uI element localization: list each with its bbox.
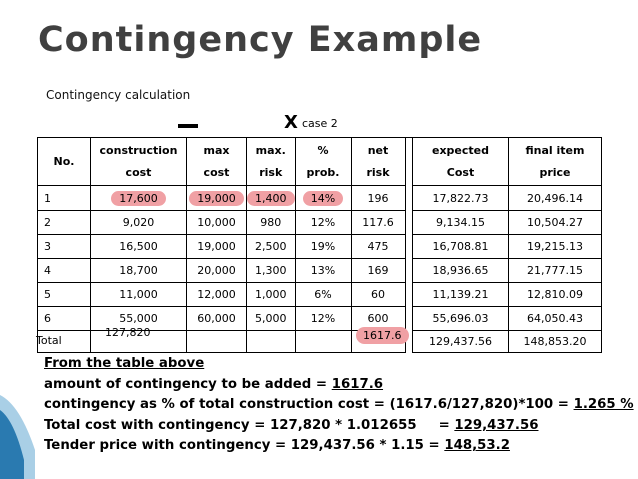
- table-cell: 19,000: [187, 186, 247, 211]
- table-row: [413, 186, 602, 211]
- total-net-risk: 1617.6: [356, 327, 409, 344]
- table-cell: 21,777.15: [509, 259, 602, 283]
- calculation-notes: [44, 354, 634, 457]
- table-cell: 14%: [295, 186, 351, 211]
- table-cell: 6%: [295, 283, 351, 307]
- table-cell: 19,000: [187, 235, 247, 259]
- table-row: [38, 186, 406, 211]
- table-cell: 10,000: [187, 211, 247, 235]
- table-cell: 11,000: [91, 283, 187, 307]
- table-cell: 5: [38, 283, 91, 307]
- table-cell: [187, 331, 247, 353]
- total-construction-cost: 127,820: [105, 326, 151, 339]
- header-construction-cost: construction cost: [91, 138, 187, 186]
- table-cell: 5,000: [247, 307, 296, 331]
- table-row: [413, 331, 602, 353]
- table-cell: 9,134.15: [413, 211, 509, 235]
- table-cell: 148,853.20: [509, 331, 602, 353]
- total-label: Total: [36, 334, 62, 347]
- dash-mark: [178, 124, 198, 128]
- table-header-row: [413, 138, 602, 186]
- table-row: [38, 259, 406, 283]
- table-cell: 2,500: [247, 235, 296, 259]
- total-row: [38, 331, 406, 353]
- table-cell: 17,600: [91, 186, 187, 211]
- note-line-3: contingency as % of total construction cost = (1617.6/127,820)*100 = 1.265 %: [44, 397, 634, 413]
- table-header-row: [38, 138, 406, 186]
- table-cell: 12,000: [187, 283, 247, 307]
- table-row: [413, 235, 602, 259]
- table-cell: 18,700: [91, 259, 187, 283]
- table-cell: 6: [38, 307, 91, 331]
- table-cell: 3: [38, 235, 91, 259]
- table-row: [413, 211, 602, 235]
- table-cell: 12%: [295, 211, 351, 235]
- table-cell: [295, 331, 351, 353]
- table-cell: 19,215.13: [509, 235, 602, 259]
- table-cell: 16,708.81: [413, 235, 509, 259]
- price-table: [412, 137, 602, 353]
- note-line-4: Total cost with contingency = 127,820 * 1.012655 = 129,437.56: [44, 417, 539, 433]
- table-cell: 196: [351, 186, 405, 211]
- header-no: No.: [38, 138, 91, 186]
- table-cell: 60,000: [187, 307, 247, 331]
- table-cell: 55,696.03: [413, 307, 509, 331]
- note-line-2: amount of contingency to be added = 1617.6: [44, 376, 384, 392]
- table-cell: 12,810.09: [509, 283, 602, 307]
- table-cell: 1,400: [247, 186, 296, 211]
- table-cell: 129,437.56: [413, 331, 509, 353]
- table-cell: 12%: [295, 307, 351, 331]
- table-cell: 16,500: [91, 235, 187, 259]
- table-row: [413, 259, 602, 283]
- table-cell: [247, 331, 296, 353]
- table-cell: 19%: [295, 235, 351, 259]
- table-cell: 13%: [295, 259, 351, 283]
- table-row: [38, 283, 406, 307]
- table-cell: 17,822.73: [413, 186, 509, 211]
- cost-table: [37, 137, 406, 353]
- table-cell: 4: [38, 259, 91, 283]
- table-cell: 600: [351, 307, 405, 331]
- header-max-risk: max. risk: [247, 138, 296, 186]
- case-label: case 2: [302, 117, 338, 130]
- table-cell: 18,936.65: [413, 259, 509, 283]
- header-final-item-price: final item price: [509, 138, 602, 186]
- table-cell: 55,000: [91, 307, 187, 331]
- table-row: [38, 235, 406, 259]
- table-cell: 20,496.14: [509, 186, 602, 211]
- x-mark: X: [284, 112, 298, 133]
- table-cell: 2: [38, 211, 91, 235]
- table-cell: 20,000: [187, 259, 247, 283]
- note-line-1: From the table above: [44, 356, 205, 371]
- subtitle: Contingency calculation: [46, 88, 191, 102]
- header-net-risk: net risk: [351, 138, 405, 186]
- table-cell: 117.6: [351, 211, 405, 235]
- table-cell: 169: [351, 259, 405, 283]
- table-row: [413, 283, 602, 307]
- table-cell: 11,139.21: [413, 283, 509, 307]
- table-cell: 9,020: [91, 211, 187, 235]
- header-max-cost: max cost: [187, 138, 247, 186]
- table-cell: 10,504.27: [509, 211, 602, 235]
- table-cell: 980: [247, 211, 296, 235]
- header-prob: % prob.: [295, 138, 351, 186]
- table-row: [38, 307, 406, 331]
- note-line-5: Tender price with contingency = 129,437.56 * 1.15 = 148,53.2: [44, 438, 510, 454]
- table-cell: 64,050.43: [509, 307, 602, 331]
- table-cell: 1,000: [247, 283, 296, 307]
- page-title: Contingency Example: [38, 20, 483, 60]
- table-row: [38, 211, 406, 235]
- table-row: [413, 307, 602, 331]
- table-cell: 475: [351, 235, 405, 259]
- header-expected-cost: expected Cost: [413, 138, 509, 186]
- table-cell: 60: [351, 283, 405, 307]
- table-cell: 1,300: [247, 259, 296, 283]
- table-cell: 1: [38, 186, 91, 211]
